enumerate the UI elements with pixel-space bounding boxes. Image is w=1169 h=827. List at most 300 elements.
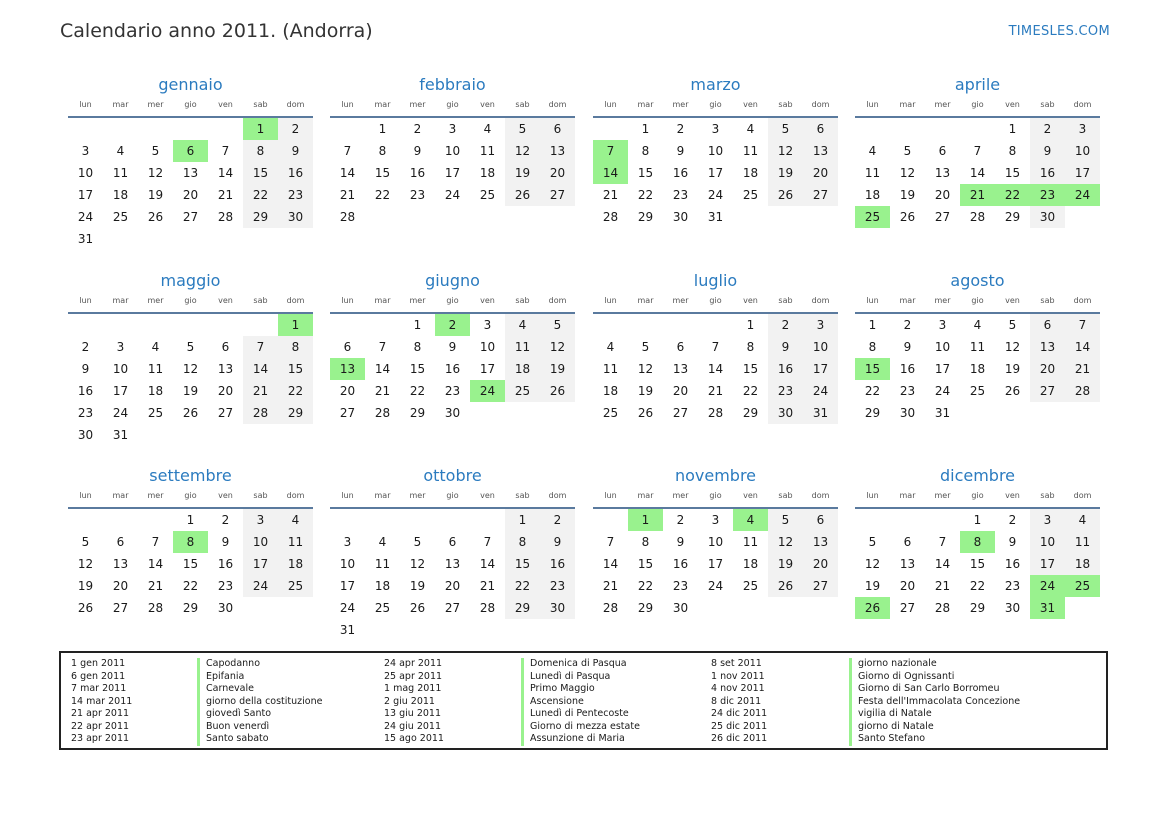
weekday-label: gio (971, 296, 984, 305)
week-row (68, 184, 313, 206)
day-cell: 30 (540, 597, 575, 619)
day-cell: 19 (768, 162, 803, 184)
day-cell: 8 (868, 340, 877, 354)
legend-holiday-name: Giorno di Ognissanti (849, 671, 1020, 684)
day-cell: 16 (672, 557, 689, 571)
day-cell: 1 (746, 318, 755, 332)
empty-day-cell (803, 597, 838, 619)
legend-date: 4 nov 2011 (711, 683, 765, 694)
week-row (68, 336, 313, 358)
weekday-label: mer (147, 100, 164, 109)
day-cell: 4 (278, 509, 313, 531)
weekday-label: lun (866, 100, 879, 109)
day-cell: 7 (938, 535, 947, 549)
day-cell: 14 (707, 362, 724, 376)
weekday-label: sab (515, 491, 530, 500)
day-cell: 9 (676, 144, 685, 158)
empty-day-cell (1030, 402, 1065, 424)
empty-day-cell (960, 402, 995, 424)
week-row (593, 553, 838, 575)
brand-link[interactable]: TIMESLES.COM (1008, 24, 1110, 39)
day-cell: 7 (221, 144, 230, 158)
day-cell: 20 (934, 188, 951, 202)
week-row (593, 162, 838, 184)
day-cell: 28 (147, 601, 164, 615)
day-cell: 21 (602, 579, 619, 593)
day-cell: 22 (637, 579, 654, 593)
holiday-day-cell: 26 (855, 597, 890, 619)
empty-day-cell (505, 206, 540, 228)
empty-day-cell (330, 509, 365, 531)
weekday-label: gio (971, 100, 984, 109)
day-cell: 11 (479, 144, 496, 158)
day-cell: 9 (448, 340, 457, 354)
day-cell: 18 (1065, 553, 1100, 575)
weekday-label: mar (112, 296, 129, 305)
weekday-label: ven (743, 100, 758, 109)
weekday-label: sab (515, 296, 530, 305)
empty-day-cell (1065, 206, 1100, 228)
day-cell: 27 (444, 601, 461, 615)
month-name: febbraio (419, 75, 486, 94)
day-cell: 13 (672, 362, 689, 376)
holiday-day-cell: 6 (173, 140, 208, 162)
day-cell: 4 (1065, 509, 1100, 531)
day-cell: 22 (182, 579, 199, 593)
day-cell: 6 (1030, 314, 1065, 336)
week-row (855, 206, 1100, 228)
day-cell: 4 (868, 144, 877, 158)
legend-date: 14 mar 2011 (71, 695, 133, 707)
empty-day-cell (208, 314, 243, 336)
legend-date: 25 apr 2011 (384, 670, 443, 682)
empty-day-cell (768, 206, 803, 228)
day-cell: 9 (768, 336, 803, 358)
day-cell: 11 (742, 535, 759, 549)
day-cell: 20 (112, 579, 129, 593)
empty-day-cell (365, 206, 400, 228)
day-cell: 31 (77, 232, 94, 246)
day-cell: 27 (217, 406, 234, 420)
day-cell: 11 (864, 166, 881, 180)
month-agosto (855, 268, 1100, 424)
empty-day-cell (400, 619, 435, 641)
week-row (330, 314, 575, 336)
legend-date-column (711, 658, 767, 746)
week-row (330, 184, 575, 206)
day-cell: 26 (637, 406, 654, 420)
empty-day-cell (173, 314, 208, 336)
month-name: gennaio (158, 75, 223, 94)
week-row (855, 597, 1100, 619)
day-cell: 24 (707, 188, 724, 202)
legend-holiday-name: Buon venerdì (197, 721, 322, 734)
empty-day-cell (243, 597, 278, 619)
weekday-label: mer (672, 491, 689, 500)
day-cell: 10 (243, 531, 278, 553)
day-cell: 1 (505, 509, 540, 531)
day-cell: 29 (505, 597, 540, 619)
month-name: agosto (950, 271, 1005, 290)
holiday-day-cell: 7 (593, 140, 628, 162)
weekday-label: mer (934, 491, 951, 500)
weekday-label: gio (446, 296, 459, 305)
empty-day-cell (540, 402, 575, 424)
day-cell: 31 (707, 210, 724, 224)
week-row (330, 336, 575, 358)
holiday-day-cell: 8 (173, 531, 208, 553)
day-cell: 4 (746, 122, 755, 136)
day-cell: 28 (339, 210, 356, 224)
day-cell: 18 (278, 553, 313, 575)
day-cell: 15 (505, 553, 540, 575)
day-cell: 19 (540, 358, 575, 380)
day-cell: 17 (1065, 162, 1100, 184)
month-luglio (593, 268, 838, 424)
empty-day-cell (768, 597, 803, 619)
empty-day-cell (470, 619, 505, 641)
day-cell: 3 (1030, 509, 1065, 531)
legend-date: 22 apr 2011 (71, 720, 130, 732)
day-cell: 25 (112, 210, 129, 224)
empty-day-cell (138, 424, 173, 446)
day-cell: 5 (413, 535, 422, 549)
day-cell: 8 (505, 531, 540, 553)
day-cell: 13 (112, 557, 129, 571)
empty-day-cell (733, 206, 768, 228)
empty-day-cell (470, 402, 505, 424)
weekday-header (593, 294, 838, 314)
day-cell: 17 (934, 362, 951, 376)
day-cell: 23 (409, 188, 426, 202)
day-cell: 10 (1065, 140, 1100, 162)
weekday-label: dom (811, 491, 830, 500)
day-cell: 19 (182, 384, 199, 398)
day-cell: 9 (221, 535, 230, 549)
day-cell: 2 (676, 513, 685, 527)
day-cell: 23 (1004, 579, 1021, 593)
week-row (330, 619, 575, 641)
empty-day-cell (365, 509, 400, 531)
day-cell: 10 (444, 144, 461, 158)
weekday-label: ven (480, 296, 495, 305)
day-cell: 30 (77, 428, 94, 442)
day-cell: 31 (112, 428, 129, 442)
day-cell: 17 (707, 557, 724, 571)
holiday-day-cell: 1 (243, 118, 278, 140)
day-cell: 16 (1030, 162, 1065, 184)
legend-holiday-name: Epifania (197, 671, 322, 684)
day-cell: 13 (803, 140, 838, 162)
day-cell: 25 (147, 406, 164, 420)
week-row (68, 553, 313, 575)
holiday-day-cell: 31 (1030, 597, 1065, 619)
day-cell: 10 (479, 340, 496, 354)
day-cell: 2 (1030, 118, 1065, 140)
weekday-label: dom (286, 100, 305, 109)
day-cell: 21 (602, 188, 619, 202)
day-cell: 30 (768, 402, 803, 424)
legend-holiday-name: Domenica di Pasqua (521, 658, 640, 671)
day-cell: 18 (147, 384, 164, 398)
day-cell: 3 (711, 513, 720, 527)
day-cell: 14 (374, 362, 391, 376)
day-cell: 6 (676, 340, 685, 354)
day-cell: 12 (768, 531, 803, 553)
weekday-label: mer (934, 100, 951, 109)
empty-day-cell (890, 118, 925, 140)
week-row (68, 162, 313, 184)
day-cell: 16 (77, 384, 94, 398)
day-cell: 3 (448, 122, 457, 136)
holiday-day-cell: 2 (435, 314, 470, 336)
week-row (855, 118, 1100, 140)
weekday-label: lun (866, 491, 879, 500)
holiday-day-cell: 22 (995, 184, 1030, 206)
empty-day-cell (435, 509, 470, 531)
weekday-header (593, 98, 838, 118)
week-row (855, 314, 1100, 336)
empty-day-cell (803, 206, 838, 228)
day-cell: 20 (672, 384, 689, 398)
legend-date: 1 nov 2011 (711, 670, 765, 682)
day-cell: 19 (637, 384, 654, 398)
empty-day-cell (400, 206, 435, 228)
empty-day-cell (278, 228, 313, 250)
day-cell: 2 (278, 118, 313, 140)
month-novembre (593, 463, 838, 619)
week-row (593, 358, 838, 380)
empty-day-cell (208, 228, 243, 250)
day-cell: 3 (243, 509, 278, 531)
day-cell: 19 (77, 579, 94, 593)
day-cell: 26 (409, 601, 426, 615)
weekday-label: mer (147, 296, 164, 305)
day-cell: 23 (540, 575, 575, 597)
day-cell: 12 (77, 557, 94, 571)
empty-day-cell (593, 509, 628, 531)
day-cell: 14 (602, 557, 619, 571)
day-cell: 15 (374, 166, 391, 180)
day-cell: 8 (378, 144, 387, 158)
holiday-legend (59, 651, 1108, 750)
day-cell: 20 (1030, 358, 1065, 380)
empty-day-cell (365, 619, 400, 641)
weekday-label: dom (548, 296, 567, 305)
holiday-day-cell: 1 (278, 314, 313, 336)
weekday-label: mer (409, 296, 426, 305)
day-cell: 26 (77, 601, 94, 615)
weekday-label: sab (253, 296, 268, 305)
day-cell: 28 (602, 601, 619, 615)
day-cell: 5 (505, 118, 540, 140)
day-cell: 26 (182, 406, 199, 420)
weekday-label: dom (811, 296, 830, 305)
day-cell: 16 (672, 166, 689, 180)
holiday-day-cell: 8 (960, 531, 995, 553)
legend-holiday-name: vigilia di Natale (849, 708, 1020, 721)
day-cell: 2 (676, 122, 685, 136)
day-cell: 2 (1008, 513, 1017, 527)
legend-date: 26 dic 2011 (711, 733, 768, 744)
weekday-header (593, 489, 838, 509)
weekday-label: lun (79, 491, 92, 500)
legend-date: 8 set 2011 (711, 658, 762, 669)
legend-date-column (71, 658, 132, 746)
day-cell: 6 (343, 340, 352, 354)
day-cell: 29 (742, 406, 759, 420)
weekday-header (855, 98, 1100, 118)
day-cell: 4 (973, 318, 982, 332)
empty-day-cell (278, 424, 313, 446)
legend-date-column (384, 658, 444, 746)
weekday-label: ven (743, 491, 758, 500)
week-row (855, 380, 1100, 402)
empty-day-cell (243, 424, 278, 446)
day-cell: 20 (444, 579, 461, 593)
day-cell: 15 (409, 362, 426, 376)
day-cell: 26 (768, 575, 803, 597)
day-cell: 2 (768, 314, 803, 336)
week-row (330, 380, 575, 402)
day-cell: 4 (151, 340, 160, 354)
legend-holiday-name: Carnevale (197, 683, 322, 696)
day-cell: 7 (606, 535, 615, 549)
weekday-label: lun (341, 100, 354, 109)
day-cell: 15 (243, 162, 278, 184)
empty-day-cell (435, 619, 470, 641)
day-cell: 29 (1004, 210, 1021, 224)
week-row (330, 509, 575, 531)
day-cell: 10 (707, 535, 724, 549)
weekday-label: sab (1040, 491, 1055, 500)
weekday-label: lun (341, 491, 354, 500)
day-cell: 11 (147, 362, 164, 376)
day-cell: 27 (182, 210, 199, 224)
day-cell: 18 (969, 362, 986, 376)
month-giugno (330, 268, 575, 424)
week-row (855, 531, 1100, 553)
empty-day-cell (243, 314, 278, 336)
empty-day-cell (330, 314, 365, 336)
legend-holiday-name: Festa dell'Immacolata Concezione (849, 696, 1020, 709)
week-row (593, 206, 838, 228)
week-row (330, 162, 575, 184)
day-cell: 25 (278, 575, 313, 597)
week-row (68, 575, 313, 597)
empty-day-cell (365, 314, 400, 336)
day-cell: 9 (540, 531, 575, 553)
day-cell: 9 (81, 362, 90, 376)
day-cell: 2 (221, 513, 230, 527)
day-cell: 19 (505, 162, 540, 184)
weekday-label: sab (778, 491, 793, 500)
week-row (68, 380, 313, 402)
day-cell: 6 (903, 535, 912, 549)
weekday-label: dom (286, 491, 305, 500)
weekday-label: sab (778, 296, 793, 305)
day-cell: 3 (938, 318, 947, 332)
day-cell: 15 (969, 557, 986, 571)
week-row (593, 140, 838, 162)
day-cell: 12 (899, 166, 916, 180)
legend-date: 1 gen 2011 (71, 658, 126, 669)
day-cell: 6 (448, 535, 457, 549)
weekday-label: sab (253, 491, 268, 500)
day-cell: 4 (606, 340, 615, 354)
legend-date: 6 gen 2011 (71, 670, 126, 682)
empty-day-cell (330, 118, 365, 140)
day-cell: 14 (479, 557, 496, 571)
day-cell: 27 (803, 184, 838, 206)
empty-day-cell (628, 314, 663, 336)
weekday-label: mer (672, 100, 689, 109)
weekday-label: gio (184, 491, 197, 500)
day-cell: 7 (1065, 314, 1100, 336)
day-cell: 6 (803, 509, 838, 531)
day-cell: 13 (444, 557, 461, 571)
day-cell: 20 (217, 384, 234, 398)
holiday-day-cell: 14 (593, 162, 628, 184)
empty-day-cell (400, 509, 435, 531)
day-cell: 28 (479, 601, 496, 615)
weekday-label: dom (548, 100, 567, 109)
day-cell: 15 (742, 362, 759, 376)
week-row (593, 575, 838, 597)
day-cell: 17 (444, 166, 461, 180)
legend-holiday-name: Ascensione (521, 696, 640, 709)
weekday-label: mar (374, 100, 391, 109)
day-cell: 20 (182, 188, 199, 202)
day-cell: 3 (81, 144, 90, 158)
weekday-label: mer (672, 296, 689, 305)
day-cell: 17 (77, 188, 94, 202)
day-cell: 5 (641, 340, 650, 354)
day-cell: 26 (505, 184, 540, 206)
day-cell: 12 (864, 557, 881, 571)
day-cell: 23 (77, 406, 94, 420)
week-row (593, 509, 838, 531)
weekday-label: lun (79, 100, 92, 109)
day-cell: 23 (278, 184, 313, 206)
week-row (68, 358, 313, 380)
day-cell: 3 (1065, 118, 1100, 140)
day-cell: 3 (711, 122, 720, 136)
month-ottobre (330, 463, 575, 641)
day-cell: 21 (339, 188, 356, 202)
day-cell: 1 (378, 122, 387, 136)
day-cell: 15 (637, 557, 654, 571)
day-cell: 25 (969, 384, 986, 398)
empty-day-cell (540, 619, 575, 641)
week-row (68, 314, 313, 336)
day-cell: 2 (81, 340, 90, 354)
day-cell: 10 (1030, 531, 1065, 553)
day-cell: 15 (637, 166, 654, 180)
empty-day-cell (925, 509, 960, 531)
month-name: giugno (425, 271, 480, 290)
weekday-label: mer (409, 100, 426, 109)
empty-day-cell (733, 597, 768, 619)
day-cell: 11 (1065, 531, 1100, 553)
legend-holiday-name: giorno della costituzione (197, 696, 322, 709)
legend-date: 1 mag 2011 (384, 683, 442, 694)
empty-day-cell (698, 597, 733, 619)
day-cell: 31 (803, 402, 838, 424)
week-row (855, 184, 1100, 206)
day-cell: 16 (899, 362, 916, 376)
week-row (593, 597, 838, 619)
